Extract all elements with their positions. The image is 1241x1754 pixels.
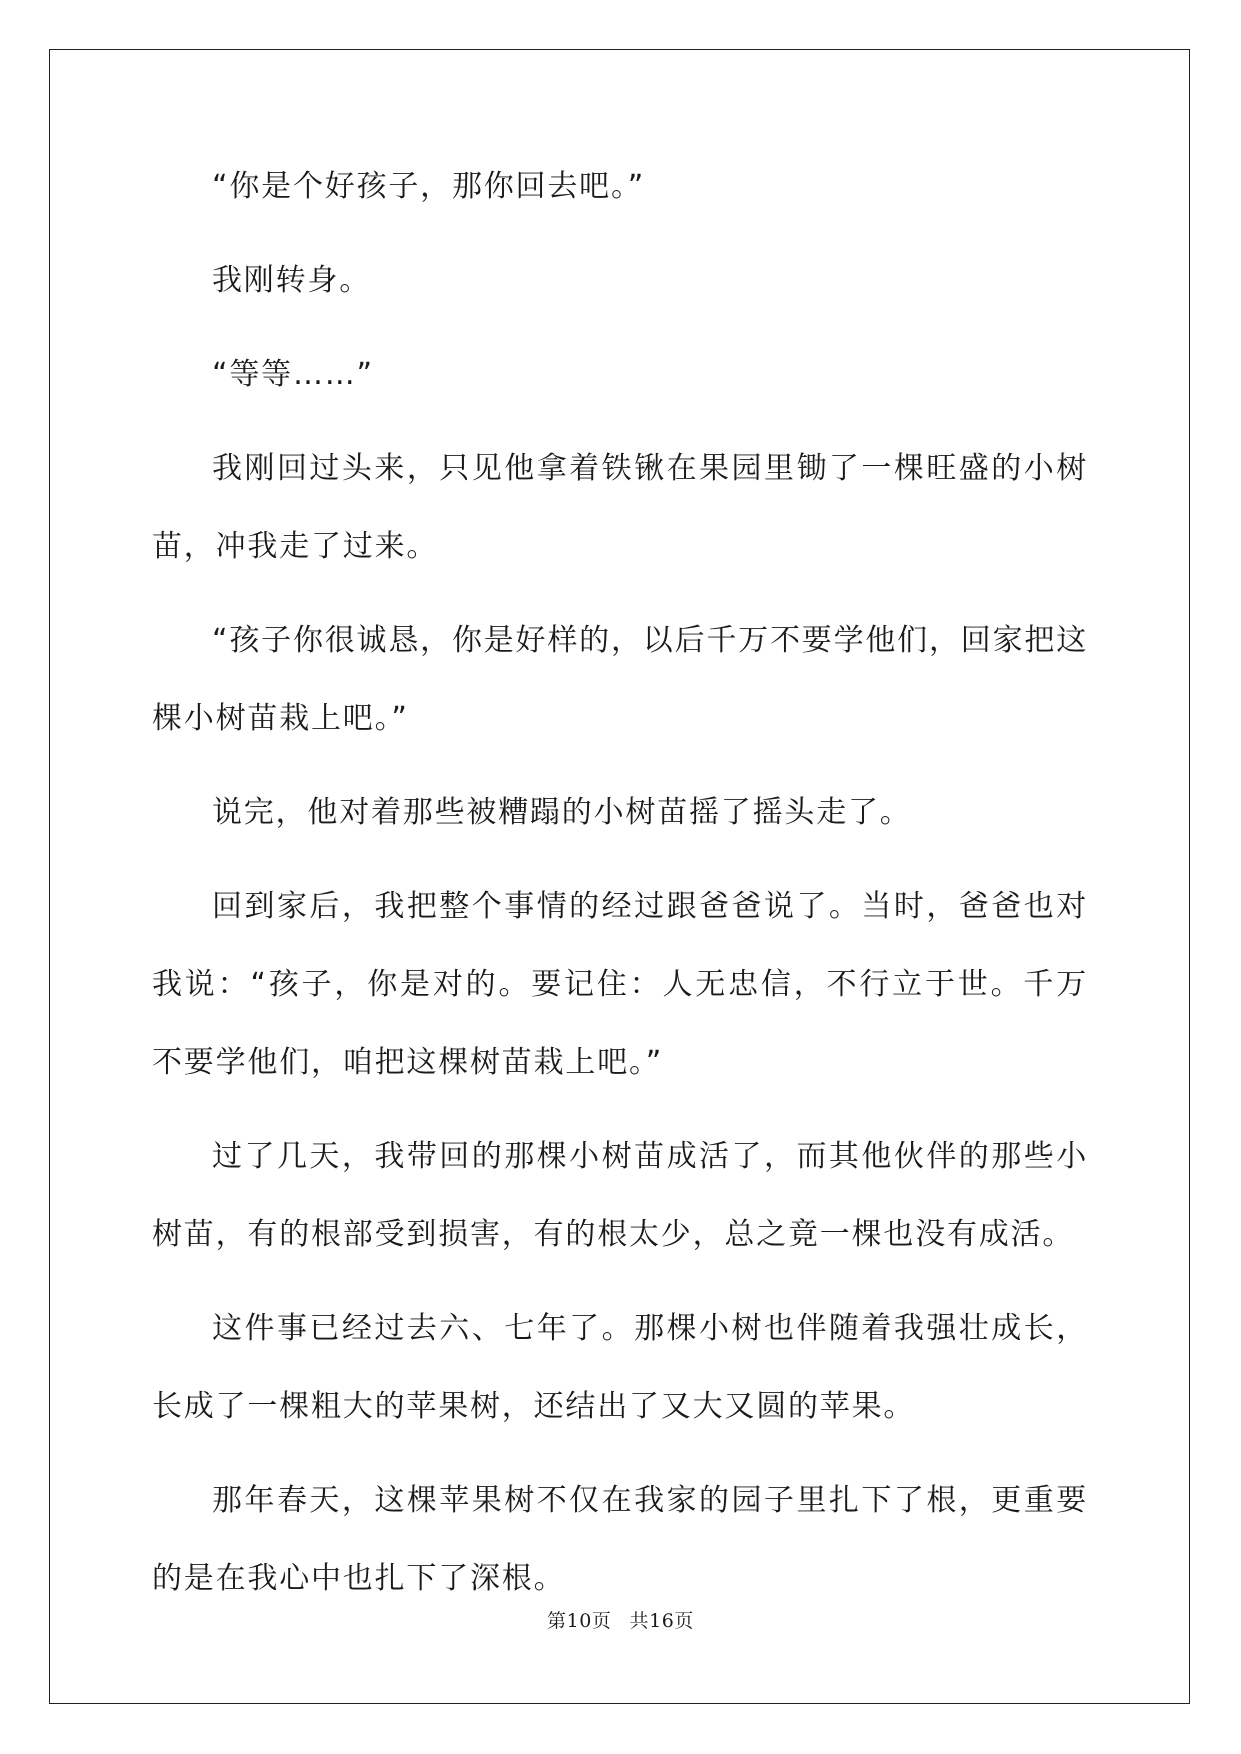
paragraph: 过了几天，我带回的那棵小树苗成活了，而其他伙伴的那些小树苗，有的根部受到损害，有的根太少，总之竟一棵也没有成活。 xyxy=(152,1139,1088,1252)
total-pages: 共16页 xyxy=(629,1610,694,1632)
paragraph: 说完，他对着那些被糟蹋的小树苗摇了摇头走了。 xyxy=(212,795,912,830)
current-page-number: 第10页 xyxy=(547,1610,612,1632)
paragraph: 我刚回过头来，只见他拿着铁锹在果园里锄了一棵旺盛的小树苗，冲我走了过来。 xyxy=(152,451,1088,564)
paragraph: 那年春天，这棵苹果树不仅在我家的园子里扎下了根，更重要的是在我心中也扎下了深根。 xyxy=(152,1483,1088,1596)
paragraph: 这件事已经过去六、七年了。那棵小树也伴随着我强壮成长，长成了一棵粗大的苹果树，还结出了又大又圆的苹果。 xyxy=(152,1311,1088,1424)
paragraph: 我刚转身。 xyxy=(212,263,371,298)
paragraph: “等等……” xyxy=(212,357,374,392)
document-body xyxy=(152,148,1088,1634)
page-footer xyxy=(0,1606,1241,1633)
paragraph: “你是个好孩子，那你回去吧。” xyxy=(212,169,646,204)
paragraph: 回到家后，我把整个事情的经过跟爸爸说了。当时，爸爸也对我说：“孩子，你是对的。要记住：人无忠信，不行立于世。千万不要学他们，咱把这棵树苗栽上吧。” xyxy=(152,889,1088,1080)
paragraph: “孩子你很诚恳，你是好样的，以后千万不要学他们，回家把这棵小树苗栽上吧。” xyxy=(152,623,1088,736)
